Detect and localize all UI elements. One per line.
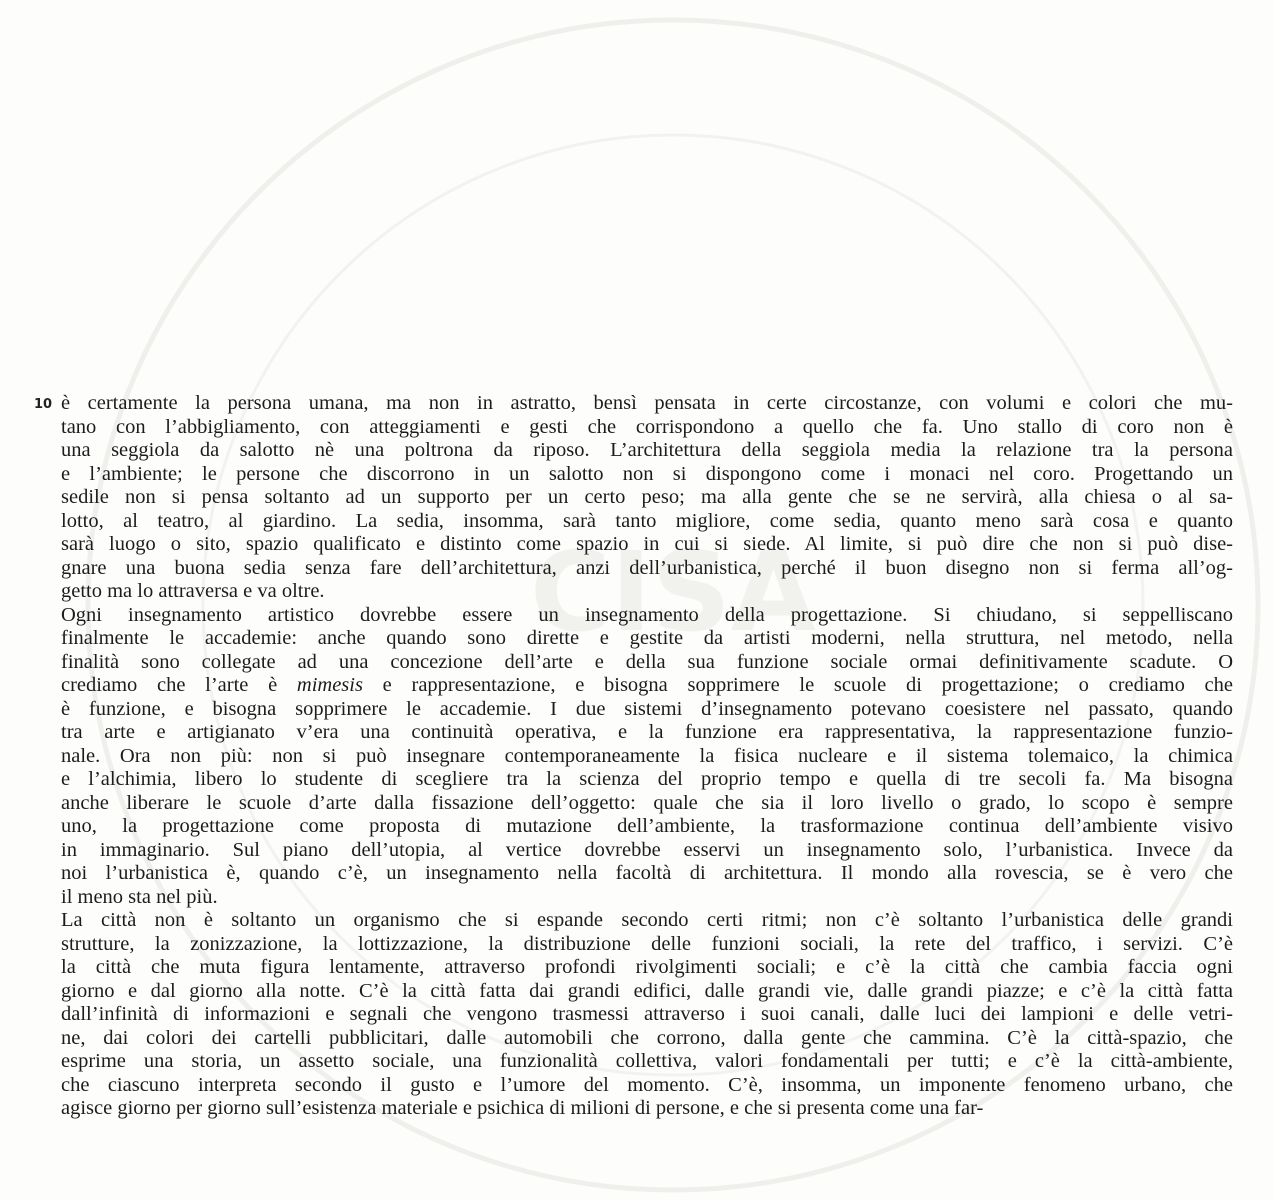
text-line: e l’alchimia, libero lo studente di scegliere tra la scienza del proprio tempo e quella di tre secoli fa. Ma bisogna [61,768,1233,790]
text-line: dall’infinità di informazioni e segnali che vengono trasmessi attraverso i suoi canali, dalle luci dei lampioni e delle vetri- [61,1003,1233,1025]
text-line: una seggiola da salotto nè una poltrona da riposo. L’architettura della seggiola media la relazione tra la persona [61,439,1233,461]
text-line: Ogni insegnamento artistico dovrebbe essere un insegnamento della progettazione. Si chiudano, si seppelliscano [61,603,1233,626]
text-line: lotto, al teatro, al giardino. La sedia, insomma, sarà tanto migliore, come sedia, quanto meno sarà cosa e quanto [61,509,1233,532]
text-line: finalità sono collegate ad una concezione dell’arte e della sua funzione sociale ormai definitivamente scadute. O [61,650,1233,673]
text-line: ne, dai colori dei cartelli pubblicitari, dalle automobili che corrono, dalla gente che cammina. C’è la città-spazio, che [61,1026,1233,1049]
text-line: tano con l’abbigliamento, con atteggiamenti e gesti che corrispondono a quello che fa. Uno stallo di coro non è [61,415,1233,438]
page-number: 10 [34,397,53,412]
text-line: nale. Ora non più: non si può insegnare contemporaneamente la fisica nucleare e il sistema tolemaico, la chimica [61,744,1233,767]
text-line: gnare una buona sedia senza fare dell’architettura, anzi dell’urbanistica, perché il buon disegno non si ferma all’og- [61,556,1233,579]
body-text [61,392,1233,1121]
text-line: crediamo che l’arte è mimesis e rappresentazione, e bisogna sopprimere le scuole di progettazione; o crediamo che [61,674,1233,696]
text-line: sedile non si pensa soltanto ad un supporto per un certo peso; ma alla gente che se ne servirà, alla chiesa o al sa- [61,486,1233,508]
text-line: noi l’urbanistica è, quando c’è, un insegnamento nella facoltà di architettura. Il mondo alla rovescia, se è vero che [61,862,1233,884]
text-line: giorno e dal giorno alla notte. C’è la città fatta dai grandi edifici, dalle grandi vie, dalle grandi piazze; e c’è la città fatta [61,979,1233,1002]
text-line: è funzione, e bisogna sopprimere le accademie. I due sistemi d’insegnamento potevano coesistere nel passato, quando [61,697,1233,720]
text-line: la città che muta figura lentamente, attraverso profondi rivolgimenti sociali; e c’è la città che cambia faccia ogni [61,956,1233,978]
text-line: esprime una storia, un assetto sociale, una funzionalità collettiva, valori fondamentali per tutti; e c’è la città-ambiente, [61,1050,1233,1072]
text-line: La città non è soltanto un organismo che si espande secondo certi ritmi; non c’è soltanto l’urbanistica delle grandi [61,909,1233,931]
paragraph [61,604,1233,910]
text-line: sarà luogo o sito, spazio qualificato e distinto come spazio in cui si siede. Al limite, si può dire che non si può dise- [61,533,1233,555]
text-line: finalmente le accademie: anche quando sono dirette e gestite da artisti moderni, nella struttura, nel metodo, nella [61,627,1233,649]
text-line: e l’ambiente; le persone che discorrono in un salotto non si dispongono come i monaci nel coro. Progettando un [61,462,1233,485]
text-line: tra arte e artigianato v’era una continuità operativa, e la funzione era rappresentativa, la rappresentazione funzio- [61,721,1233,743]
text-line: strutture, la zonizzazione, la lottizzazione, la distribuzione delle funzioni sociali, la rete del traffico, i servizi. C’è [61,932,1233,955]
text-line: getto ma lo attraversa e va oltre. [61,580,325,602]
text-line: il meno sta nel più. [61,885,218,908]
text-line: che ciascuno interpreta secondo il gusto e l’umore del momento. C’è, insomma, un imponente fenomeno urbano, che [61,1073,1233,1096]
paragraph [61,392,1233,604]
text-line: è certamente la persona umana, ma non in astratto, bensì pensata in certe circostanze, con volumi e colori che mu- [61,392,1233,414]
text-line: in immaginario. Sul piano dell’utopia, al vertice dovrebbe esservi un insegnamento solo, l’urbanistica. Invece da [61,838,1233,861]
svg-text:CISA: CISA [529,528,817,656]
text-line: agisce giorno per giorno sull’esistenza materiale e psichica di milioni di persone, e che si presenta come una far- [61,1097,984,1119]
text-line: anche liberare le scuole d’arte dalla fissazione dell’oggetto: quale che sia il loro livello o grado, lo scopo è sempre [61,791,1233,814]
paragraph [61,909,1233,1121]
text-line: uno, la progettazione come proposta di mutazione dell’ambiente, la trasformazione continua dell’ambiente visivo [61,815,1233,837]
